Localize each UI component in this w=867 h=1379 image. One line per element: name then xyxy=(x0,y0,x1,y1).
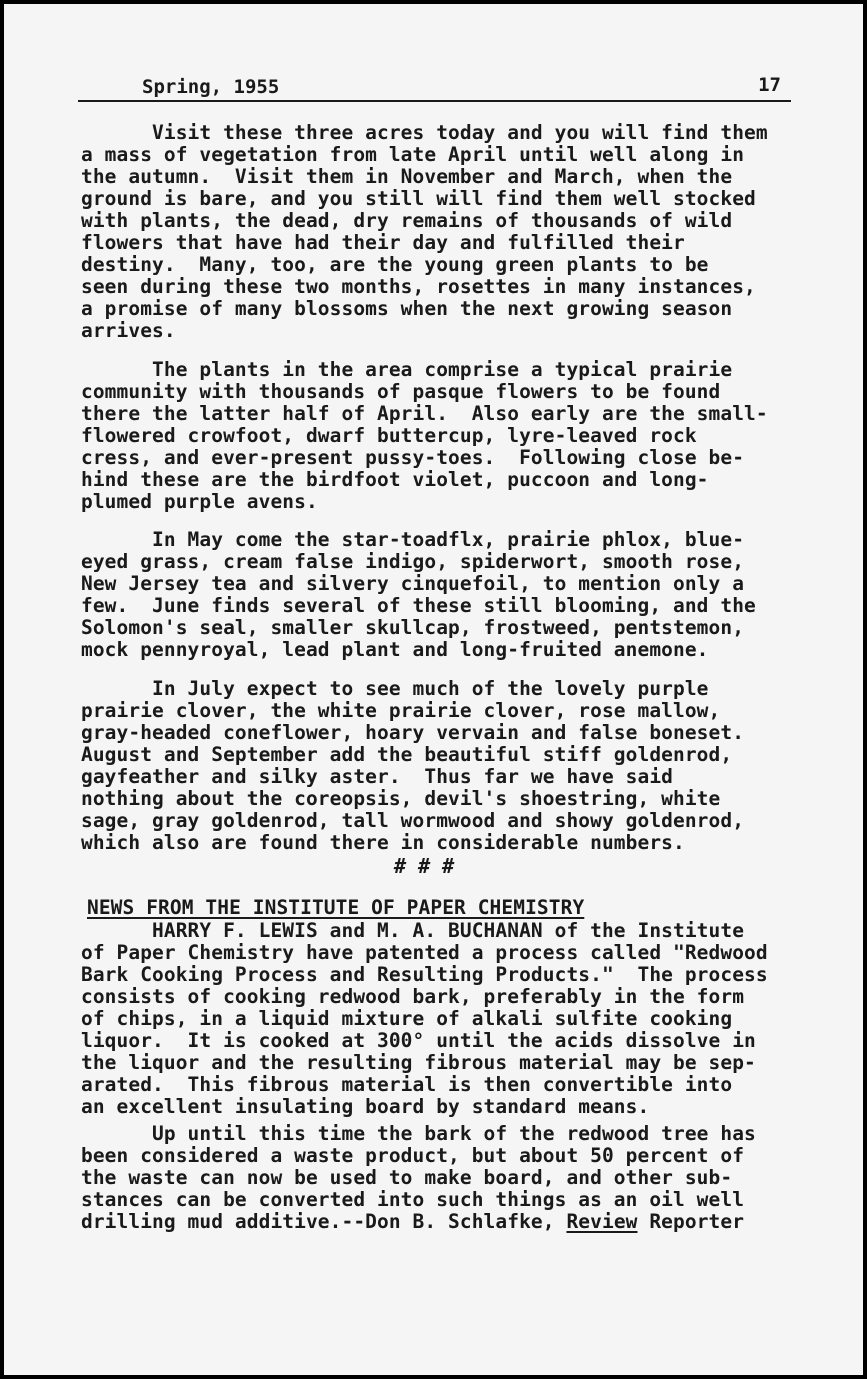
text-line: nothing about the coreopsis, devil's shoestring, white xyxy=(81,787,721,810)
text-line: HARRY F. LEWIS and M. A. BUCHANAN of the Institute xyxy=(81,919,745,942)
text-line: a mass of vegetation from late April until well along in xyxy=(81,143,745,166)
text-line: a promise of many blossoms when the next growing season xyxy=(81,297,733,320)
text-line: In May come the star-toadflx, prairie phlox, blue- xyxy=(81,528,745,551)
page-number: 17 xyxy=(758,74,781,96)
byline-line xyxy=(81,1211,744,1233)
text-line: Solomon's seal, smaller skullcap, frostweed, pentstemon, xyxy=(81,616,745,639)
text-line: community with thousands of pasque flowers to be found xyxy=(81,380,721,403)
text-line: of Paper Chemistry have patented a process called "Redwood xyxy=(81,941,768,964)
text-line: of chips, in a liquid mixture of alkali sulfite cooking xyxy=(81,1007,733,1030)
text-line: Bark Cooking Process and Resulting Products." The process xyxy=(81,963,768,986)
text-line: flowers that have had their day and fulfilled their xyxy=(81,231,685,254)
text-line: mock pennyroyal, lead plant and long-fruited anemone. xyxy=(81,638,709,661)
text-line: gayfeather and silky aster. Thus far we have said xyxy=(81,765,673,788)
text-line: gray-headed coneflower, hoary vervain and false boneset. xyxy=(81,721,745,744)
text-line: Up until this time the bark of the redwood tree has xyxy=(81,1122,756,1145)
text-line: The plants in the area comprise a typical prairie xyxy=(81,358,733,381)
text-line: arated. This fibrous material is then convertible into xyxy=(81,1073,733,1096)
text-line: Visit these three acres today and you will find them xyxy=(81,121,768,144)
text-line: been considered a waste product, but about 50 percent of xyxy=(81,1144,745,1167)
text-line: New Jersey tea and silvery cinquefoil, to mention only a xyxy=(81,572,745,595)
text-line: the waste can now be used to make board, and other sub- xyxy=(81,1166,733,1189)
text-line: sage, gray goldenrod, tall wormwood and showy goldenrod, xyxy=(81,809,745,832)
text-line: arrives. xyxy=(81,319,176,342)
review-publication-name: Review xyxy=(566,1210,638,1233)
section-separator: # # # xyxy=(394,854,455,878)
byline-suffix: Reporter xyxy=(637,1210,745,1233)
text-line: hind these are the birdfoot violet, puccoon and long- xyxy=(81,468,709,491)
text-line: ground is bare, and you still will find them well stocked xyxy=(81,187,756,210)
text-line: there the latter half of April. Also early are the small- xyxy=(81,402,768,425)
text-line: eyed grass, cream false indigo, spiderwort, smooth rose, xyxy=(81,550,745,573)
issue-date: Spring, 1955 xyxy=(142,76,280,98)
text-line: seen during these two months, rosettes in many instances, xyxy=(81,275,756,298)
text-line: few. June finds several of these still blooming, and the xyxy=(81,594,756,617)
text-line: consists of cooking redwood bark, preferably in the form xyxy=(81,985,745,1008)
document-page xyxy=(4,4,863,1375)
text-line: In July expect to see much of the lovely purple xyxy=(81,677,709,700)
text-line: with plants, the dead, dry remains of thousands of wild xyxy=(81,209,733,232)
page-header xyxy=(78,70,791,102)
byline-text: drilling mud additive.--Don B. Schlafke, xyxy=(81,1210,567,1233)
text-line: an excellent insulating board by standard means. xyxy=(81,1095,650,1118)
text-line: plumed purple avens. xyxy=(81,490,318,513)
text-line: the autumn. Visit them in November and March, when the xyxy=(81,165,733,188)
news-section-title: NEWS FROM THE INSTITUTE OF PAPER CHEMISTRY xyxy=(87,896,585,919)
text-line: prairie clover, the white prairie clover, rose mallow, xyxy=(81,699,721,722)
text-line: the liquor and the resulting fibrous material may be sep- xyxy=(81,1051,756,1074)
text-line: stances can be converted into such things as an oil well xyxy=(81,1188,745,1211)
text-line: August and September add the beautiful stiff goldenrod, xyxy=(81,743,733,766)
text-line: flowered crowfoot, dwarf buttercup, lyre-leaved rock xyxy=(81,424,697,447)
text-line: cress, and ever-present pussy-toes. Following close be- xyxy=(81,446,745,469)
text-line: liquor. It is cooked at 300° until the acids dissolve in xyxy=(81,1029,756,1052)
text-line: destiny. Many, too, are the young green plants to be xyxy=(81,253,709,276)
text-line: which also are found there in considerable numbers. xyxy=(81,831,685,854)
